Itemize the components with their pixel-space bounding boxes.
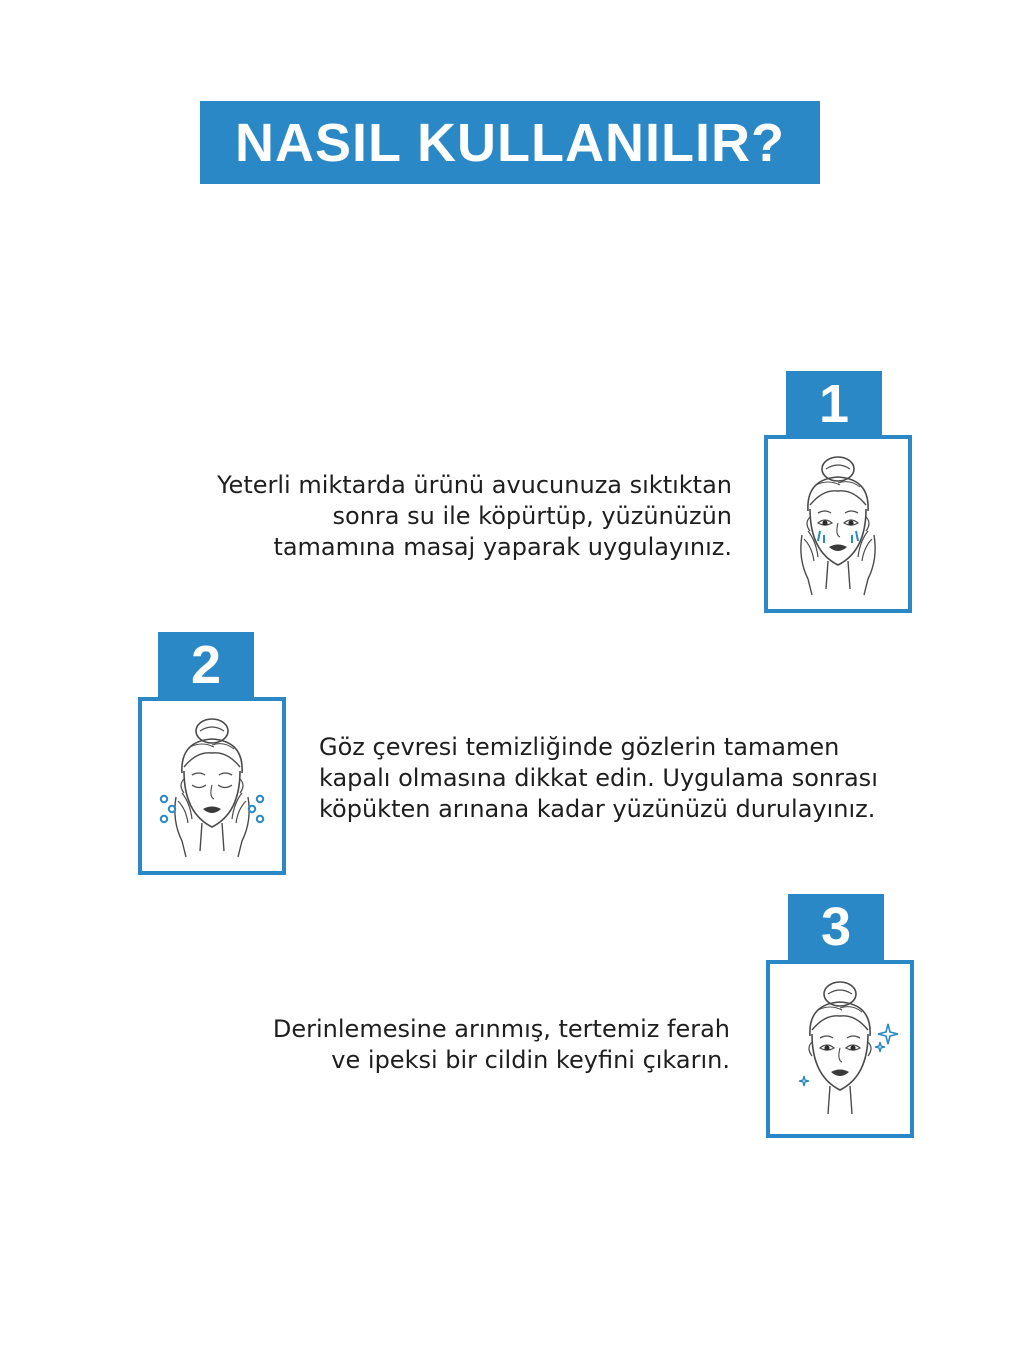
step-2-line-2: kapalı olmasına dikkat edin. Uygulama sonrası [319, 764, 878, 792]
step-1-line-1: Yeterli miktarda ürünü avucunuza sıktıktan [217, 471, 732, 499]
step-1-number-badge [786, 371, 882, 437]
step-2-description [319, 732, 878, 825]
step-1-number: 1 [818, 374, 850, 434]
step-2-line-1: Göz çevresi temizliğinde gözlerin tamamen [319, 733, 840, 761]
step-2-line-3: köpükten arınana kadar yüzünüzü durulayınız. [319, 795, 876, 823]
step-1-line-2: sonra su ile köpürtüp, yüzünüzün [332, 502, 732, 530]
step-3-number-badge [788, 894, 884, 960]
step-3-line-1: Derinlemesine arınmış, tertemiz ferah [272, 1015, 730, 1043]
step-3-description [273, 1014, 730, 1076]
step-3-line-2: ve ipeksi bir cildin keyfini çıkarın. [331, 1046, 730, 1074]
step-2-number: 2 [190, 635, 222, 695]
face-rinse-icon [142, 701, 282, 871]
step-1-illustration-frame [764, 435, 912, 613]
step-2-illustration-frame [138, 697, 286, 875]
step-3-number: 3 [820, 897, 852, 957]
face-sparkle-icon [770, 964, 910, 1134]
face-massage-icon [768, 439, 908, 609]
step-1-line-3: tamamına masaj yaparak uygulayınız. [273, 533, 732, 561]
step-3-illustration-frame [766, 960, 914, 1138]
step-2-number-badge [158, 632, 254, 698]
step-1-description [217, 470, 732, 563]
page-title: NASIL KULLANILIR? [235, 112, 785, 173]
title-banner [200, 101, 820, 184]
